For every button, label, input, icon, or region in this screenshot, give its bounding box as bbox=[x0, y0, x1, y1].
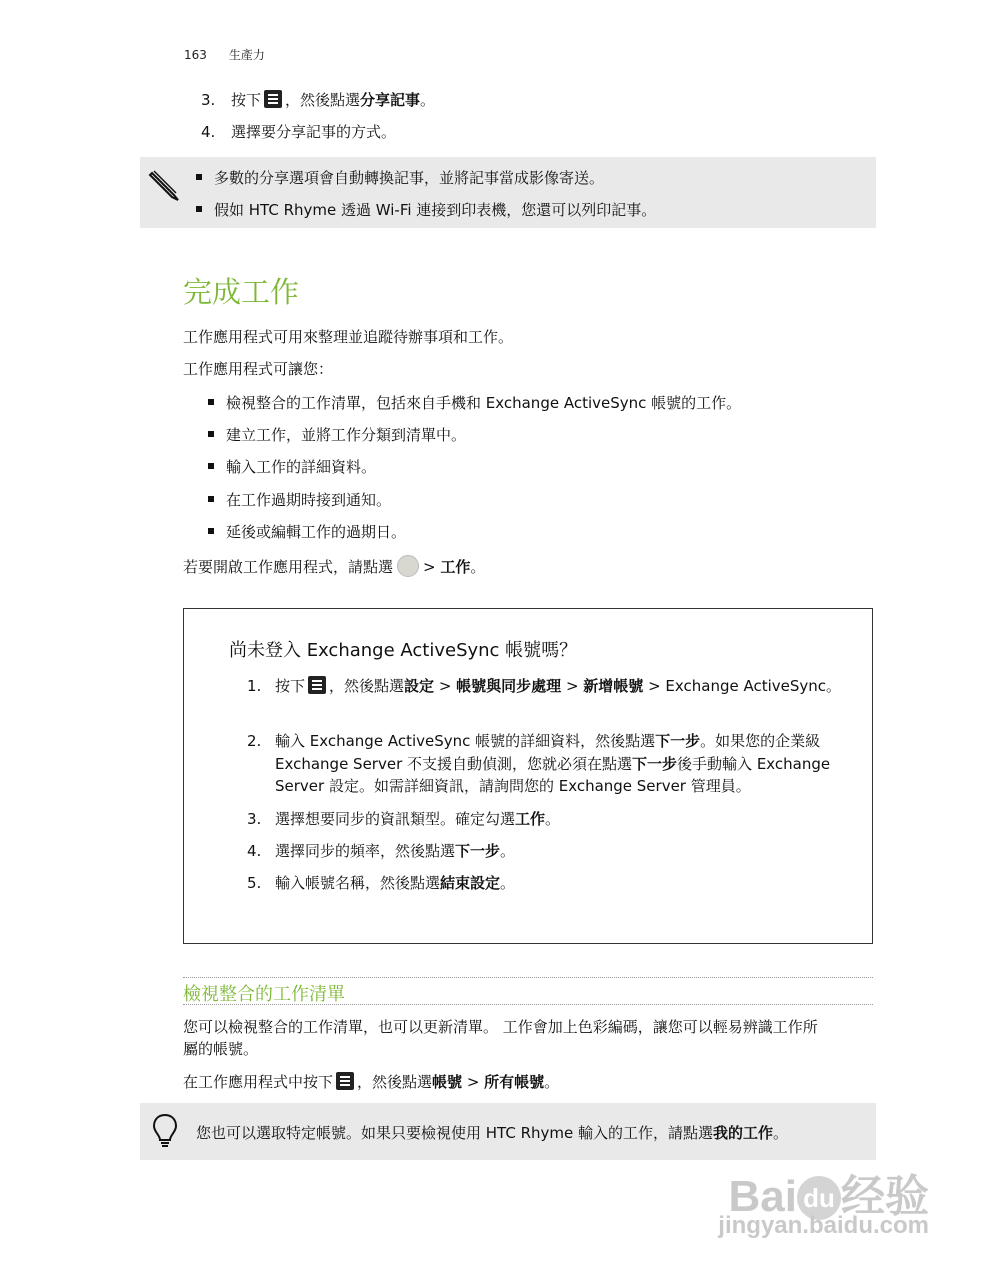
instruction-text: 若要開啟工作應用程式，請點選 bbox=[183, 558, 394, 576]
text-run: 輸入帳號名稱，然後點選 bbox=[275, 874, 441, 892]
finish-setup-label: 結束設定 bbox=[440, 874, 501, 892]
text-run: > bbox=[434, 677, 457, 695]
text-run: 您也可以選取特定帳號。如果只要檢視使用 HTC Rhyme 輸入的工作，請點選 bbox=[196, 1124, 713, 1142]
text-run: 在工作應用程式中按下 bbox=[183, 1073, 334, 1091]
box-step-5 bbox=[247, 872, 867, 896]
text-run: 。 bbox=[773, 1124, 789, 1142]
note-bullet bbox=[196, 199, 656, 220]
list-text: 延後或編輯工作的過期日。 bbox=[226, 523, 407, 541]
accounts-sync-label: 帳號與同步處理 bbox=[456, 677, 562, 695]
all-accounts-label: 所有帳號 bbox=[484, 1073, 545, 1091]
text-run: 選擇想要同步的資訊類型。確定勾選 bbox=[275, 810, 516, 828]
text-run: 輸入 Exchange ActiveSync 帳號的詳細資料，然後點選 bbox=[275, 732, 656, 750]
step-text: ，然後點選 bbox=[285, 91, 361, 109]
menu-icon bbox=[308, 676, 326, 694]
next-label: 下一步 bbox=[632, 754, 678, 773]
accounts-label: 帳號 bbox=[432, 1073, 463, 1091]
page-header bbox=[184, 46, 265, 63]
list-item bbox=[208, 456, 376, 477]
text-run: 。 bbox=[500, 874, 516, 892]
list-text: 建立工作，並將工作分類到清單中。 bbox=[226, 426, 467, 444]
tip-text bbox=[196, 1122, 788, 1143]
paragraph bbox=[183, 1016, 873, 1060]
share-note-label: 分享記事 bbox=[360, 91, 421, 109]
step-text: 。 bbox=[420, 91, 436, 109]
watermark-url: jingyan.baidu.com bbox=[718, 1212, 929, 1239]
divider bbox=[183, 977, 873, 978]
paragraph-line: 屬的帳號。 bbox=[183, 1040, 259, 1058]
box-step-3 bbox=[247, 808, 867, 832]
list-text: 檢視整合的工作清單，包括來自手機和 Exchange ActiveSync 帳號的工作。 bbox=[226, 394, 742, 412]
step-number: 4. bbox=[201, 123, 216, 141]
text-run: 。 bbox=[500, 842, 516, 860]
text-run: ，然後點選 bbox=[357, 1073, 433, 1091]
step-number: 3. bbox=[247, 810, 262, 828]
text-run: > Exchange ActiveSync。 bbox=[643, 677, 842, 695]
step-3 bbox=[201, 89, 435, 110]
list-text: 輸入工作的詳細資料。 bbox=[226, 458, 377, 476]
paragraph-line: 您可以檢視整合的工作清單，也可以更新清單。 工作會加上色彩編碼，讓您可以輕易辨識工作所 bbox=[183, 1018, 818, 1036]
watermark-text: du bbox=[803, 1183, 835, 1213]
note-bullet bbox=[196, 167, 604, 188]
list-item bbox=[208, 521, 406, 542]
tasks-label: 工作 bbox=[515, 810, 546, 828]
step-text bbox=[275, 872, 865, 895]
settings-label: 設定 bbox=[404, 677, 435, 695]
text-run: > bbox=[561, 677, 584, 695]
my-tasks-label: 我的工作 bbox=[713, 1124, 774, 1142]
paragraph: 工作應用程式可讓您： bbox=[183, 360, 334, 378]
separator: > bbox=[423, 558, 436, 576]
subsection-heading: 檢視整合的工作清單 bbox=[183, 984, 345, 1005]
tip-note bbox=[140, 1103, 876, 1160]
text-run: ，然後點選 bbox=[329, 677, 405, 695]
step-number: 1. bbox=[247, 677, 262, 695]
open-instruction bbox=[183, 555, 485, 577]
step-number: 5. bbox=[247, 874, 262, 892]
tip-box-title: 尚未登入 Exchange ActiveSync 帳號嗎？ bbox=[229, 640, 578, 661]
list-item bbox=[208, 489, 391, 510]
note-box bbox=[140, 157, 876, 228]
text-run: 按下 bbox=[275, 677, 306, 695]
section-title: 生產力 bbox=[228, 48, 265, 62]
app-label: 工作 bbox=[440, 558, 471, 576]
menu-icon bbox=[264, 90, 282, 108]
text-run: 。 bbox=[545, 810, 561, 828]
step-number: 4. bbox=[247, 842, 262, 860]
box-step-1 bbox=[247, 675, 867, 720]
step-text bbox=[275, 808, 865, 831]
step-text: 選擇要分享記事的方式。 bbox=[231, 123, 397, 141]
step-number: 3. bbox=[201, 91, 216, 109]
list-item bbox=[208, 392, 741, 413]
section-heading: 完成工作 bbox=[183, 275, 300, 309]
text-run: 。 bbox=[544, 1073, 560, 1091]
paragraph bbox=[183, 1071, 559, 1092]
step-text bbox=[275, 840, 865, 863]
lightbulb-icon bbox=[152, 1113, 178, 1149]
menu-icon bbox=[336, 1072, 354, 1090]
step-4 bbox=[201, 121, 396, 142]
instruction-text: 。 bbox=[470, 558, 486, 576]
divider bbox=[183, 1004, 873, 1005]
text-run: 。如果您的企業級 Exchange Server 不支援自動偵測，您就必須在點選 bbox=[275, 732, 821, 773]
pencil-icon bbox=[148, 167, 184, 203]
text-run: 後手動輸入 Exchange Server 設定。如需詳細資訊，請詢問您的 Exchange Server 管理員。 bbox=[275, 754, 831, 795]
add-account-label: 新增帳號 bbox=[583, 677, 644, 695]
list-item bbox=[208, 424, 466, 445]
text-run: 選擇同步的頻率，然後點選 bbox=[275, 842, 456, 860]
next-label: 下一步 bbox=[455, 842, 501, 860]
watermark-text: 经验 bbox=[841, 1172, 929, 1221]
page-number: 163 bbox=[184, 48, 207, 62]
step-text bbox=[275, 675, 865, 698]
paragraph: 工作應用程式可用來整理並追蹤待辦事項和工作。 bbox=[183, 328, 514, 346]
list-text: 在工作過期時接到通知。 bbox=[226, 491, 392, 509]
note-text: 多數的分享選項會自動轉換記事，並將記事當成影像寄送。 bbox=[214, 169, 605, 187]
box-step-2 bbox=[247, 730, 867, 800]
step-text: 按下 bbox=[231, 91, 262, 109]
next-label: 下一步 bbox=[655, 732, 701, 750]
note-text: 假如 HTC Rhyme 透過 Wi-Fi 連接到印表機，您還可以列印記事。 bbox=[214, 201, 657, 219]
watermark-text: Bai bbox=[728, 1172, 797, 1221]
box-step-4 bbox=[247, 840, 867, 864]
all-apps-icon bbox=[397, 555, 419, 577]
step-number: 2. bbox=[247, 732, 262, 750]
step-text bbox=[275, 730, 865, 798]
text-run: > bbox=[462, 1073, 485, 1091]
